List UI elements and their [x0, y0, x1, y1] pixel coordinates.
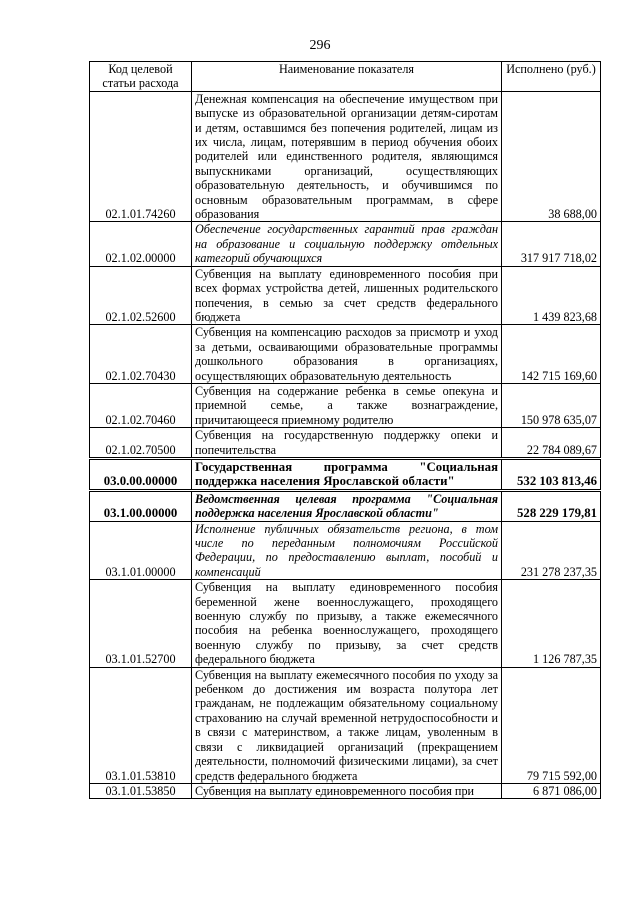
table-row — [90, 222, 601, 266]
row-code: 03.1.00.00000 — [90, 490, 192, 521]
header-code: Код целевой статьи расхода — [90, 62, 192, 92]
table-row — [90, 458, 601, 490]
row-value: 79 715 592,00 — [502, 667, 601, 783]
table-row — [90, 580, 601, 667]
row-code: 02.1.02.00000 — [90, 222, 192, 266]
header-name: Наименование показателя — [192, 62, 502, 92]
row-name: Субвенция на выплату единовременного пособия при всех формах устройства детей, лишенных родительского попечения, в семью за счет средств федерального бюджета — [192, 266, 502, 325]
row-name: Государственная программа "Социальная поддержка населения Ярославской области" — [192, 458, 502, 490]
table-row — [90, 667, 601, 783]
table-row — [90, 325, 601, 384]
table-row — [90, 266, 601, 325]
row-name: Субвенция на содержание ребенка в семье опекуна и приемной семье, а также вознаграждение, причитающееся приемному родителю — [192, 383, 502, 427]
row-value: 1 439 823,68 — [502, 266, 601, 325]
table-row — [90, 91, 601, 222]
row-code: 03.1.01.52700 — [90, 580, 192, 667]
row-name: Субвенция на выплату единовременного пособия при — [192, 783, 502, 798]
header-value: Исполнено (руб.) — [502, 62, 601, 92]
row-name: Субвенция на компенсацию расходов за присмотр и уход за детьми, осваивающими образовательные программы дошкольного образования в организациях, осуществляющих образовательную деятельность — [192, 325, 502, 384]
row-value: 38 688,00 — [502, 91, 601, 222]
table-row — [90, 383, 601, 427]
row-value: 6 871 086,00 — [502, 783, 601, 798]
row-code: 02.1.02.70500 — [90, 428, 192, 459]
table-row — [90, 490, 601, 521]
table-row — [90, 783, 601, 798]
row-code: 03.1.01.53810 — [90, 667, 192, 783]
table-row — [90, 521, 601, 580]
row-code: 02.1.02.52600 — [90, 266, 192, 325]
row-value: 317 917 718,02 — [502, 222, 601, 266]
row-code: 03.1.01.53850 — [90, 783, 192, 798]
row-name: Субвенция на государственную поддержку опеки и попечительства — [192, 428, 502, 459]
row-code: 02.1.02.70430 — [90, 325, 192, 384]
page-number: 296 — [309, 38, 331, 53]
row-code: 02.1.01.74260 — [90, 91, 192, 222]
row-value: 231 278 237,35 — [502, 521, 601, 580]
row-name: Ведомственная целевая программа "Социальная поддержка населения Ярославской области" — [192, 490, 502, 521]
row-name: Субвенция на выплату единовременного пособия беременной жене военнослужащего, проходящего военную службу по призыву, а также ежемесячного пособия на ребенка военнослужащего, проходящего военную службу по призыву, за счет средств федерального бюджета — [192, 580, 502, 667]
row-code: 03.0.00.00000 — [90, 458, 192, 490]
row-value: 150 978 635,07 — [502, 383, 601, 427]
row-name: Обеспечение государственных гарантий прав граждан на образование и социальную поддержку отдельных категорий обучающихся — [192, 222, 502, 266]
row-name: Денежная компенсация на обеспечение имуществом при выпуске из образовательной организации детям-сиротам и детям, оставшимся без попечения родителей, лицам из их числа, лицам, потерявшим в период обучения обоих родителей или единственного родителя, являющимся выпускниками организаций, осуществляющих образовательную деятельность, и обучившимся по основным образовательным программам, в сфере образования — [192, 91, 502, 222]
row-value: 532 103 813,46 — [502, 458, 601, 490]
row-code: 02.1.02.70460 — [90, 383, 192, 427]
expenditure-table — [89, 61, 601, 799]
row-value: 1 126 787,35 — [502, 580, 601, 667]
row-value: 142 715 169,60 — [502, 325, 601, 384]
row-name: Субвенция на выплату ежемесячного пособия по уходу за ребенком до достижения им возраста полутора лет гражданам, не подлежащим обязательному социальному страхованию на случай временной нетрудоспособности и в связи с материнством, а также лицам, уволенным в связи с ликвидацией организаций (прекращением деятельности, полномочий физическими лицами), за счет средств федерального бюджета — [192, 667, 502, 783]
table-row — [90, 428, 601, 459]
row-value: 22 784 089,67 — [502, 428, 601, 459]
row-value: 528 229 179,81 — [502, 490, 601, 521]
row-name: Исполнение публичных обязательств региона, в том числе по переданным полномочиям Российской Федерации, по предоставлению выплат, пособий и компенсаций — [192, 521, 502, 580]
row-code: 03.1.01.00000 — [90, 521, 192, 580]
table-header-row — [90, 62, 601, 92]
